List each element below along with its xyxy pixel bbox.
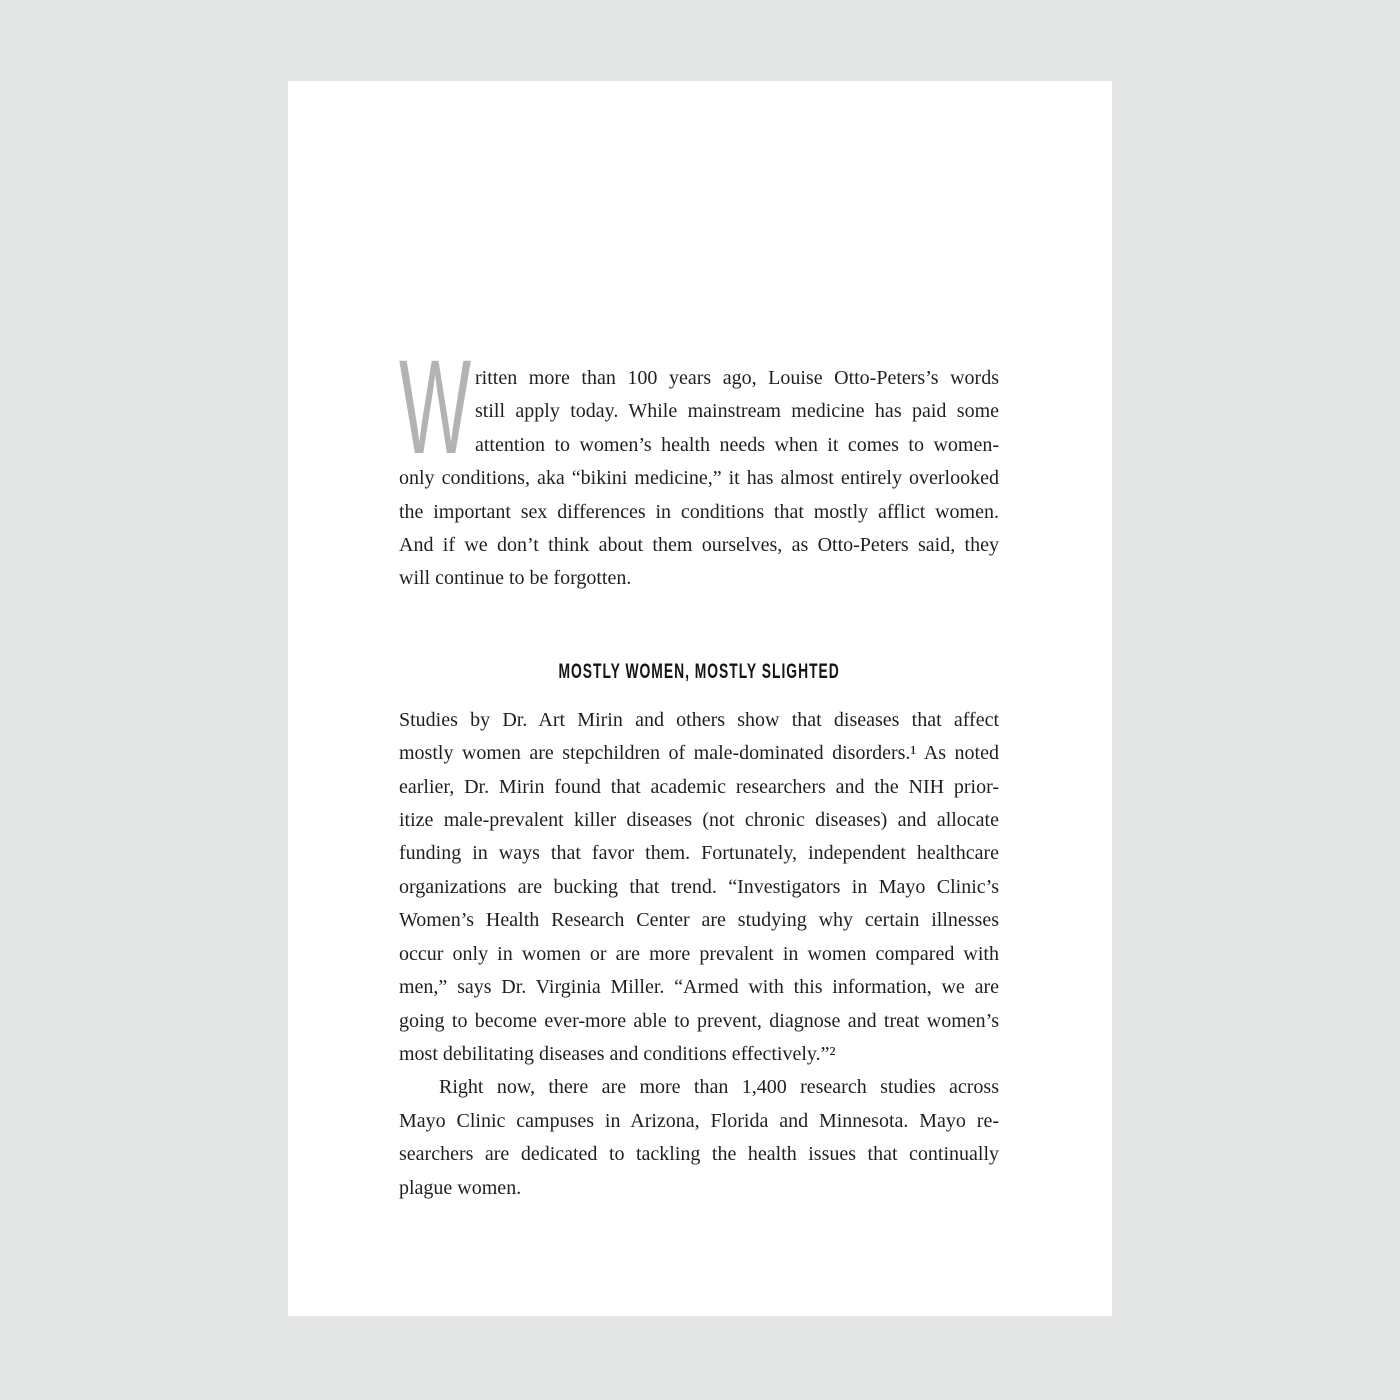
- book-page: [288, 81, 1112, 1316]
- text-line: funding in ways that favor them. Fortunately, independent healthcare: [399, 842, 999, 865]
- dropcap-letter: W: [399, 333, 472, 482]
- text-line: the important sex differences in conditions that mostly afflict women.: [399, 500, 999, 523]
- text-line: still apply today. While mainstream medicine has paid some: [475, 400, 999, 423]
- body-paragraph: [399, 704, 999, 1071]
- text-line: men,” says Dr. Virginia Miller. “Armed with this information, we are: [399, 976, 999, 999]
- text-line: Studies by Dr. Art Mirin and others show that diseases that affect: [399, 708, 999, 731]
- text-line: attention to women’s health needs when it comes to women-: [475, 433, 999, 456]
- text-line: And if we don’t think about them ourselves, as Otto-Peters said, they: [399, 534, 999, 557]
- section-heading-text: MOSTLY WOMEN, MOSTLY SLIGHTED: [558, 659, 840, 683]
- text-line: most debilitating diseases and conditions effectively.”²: [399, 1042, 836, 1065]
- text-line: searchers are dedicated to tackling the health issues that continually: [399, 1143, 999, 1166]
- text-column: [399, 333, 999, 1205]
- text-line: mostly women are stepchildren of male-dominated disorders.¹ As noted: [399, 742, 999, 765]
- text-line: earlier, Dr. Mirin found that academic researchers and the NIH prior-: [399, 775, 999, 798]
- section-heading: [399, 660, 999, 684]
- text-line: itize male-prevalent killer diseases (not chronic diseases) and allocate: [399, 809, 999, 832]
- opening-paragraph: [399, 362, 999, 596]
- closing-paragraph: [399, 1071, 999, 1205]
- text-line: only conditions, aka “bikini medicine,” it has almost entirely overlooked: [399, 467, 999, 490]
- text-line: organizations are bucking that trend. “Investigators in Mayo Clinic’s: [399, 875, 999, 898]
- text-line: plague women.: [399, 1176, 522, 1199]
- text-line: ritten more than 100 years ago, Louise Otto-Peters’s words: [475, 367, 999, 389]
- text-line: going to become ever-more able to prevent, diagnose and treat women’s: [399, 1009, 999, 1032]
- text-line: occur only in women or are more prevalent in women compared with: [399, 942, 999, 965]
- text-line: Women’s Health Research Center are studying why certain illnesses: [399, 909, 999, 932]
- text-line: will continue to be forgotten.: [399, 567, 632, 590]
- text-line: Right now, there are more than 1,400 research studies across: [439, 1076, 999, 1099]
- dropcap: [399, 333, 475, 482]
- text-line: Mayo Clinic campuses in Arizona, Florida and Minnesota. Mayo re-: [399, 1109, 999, 1132]
